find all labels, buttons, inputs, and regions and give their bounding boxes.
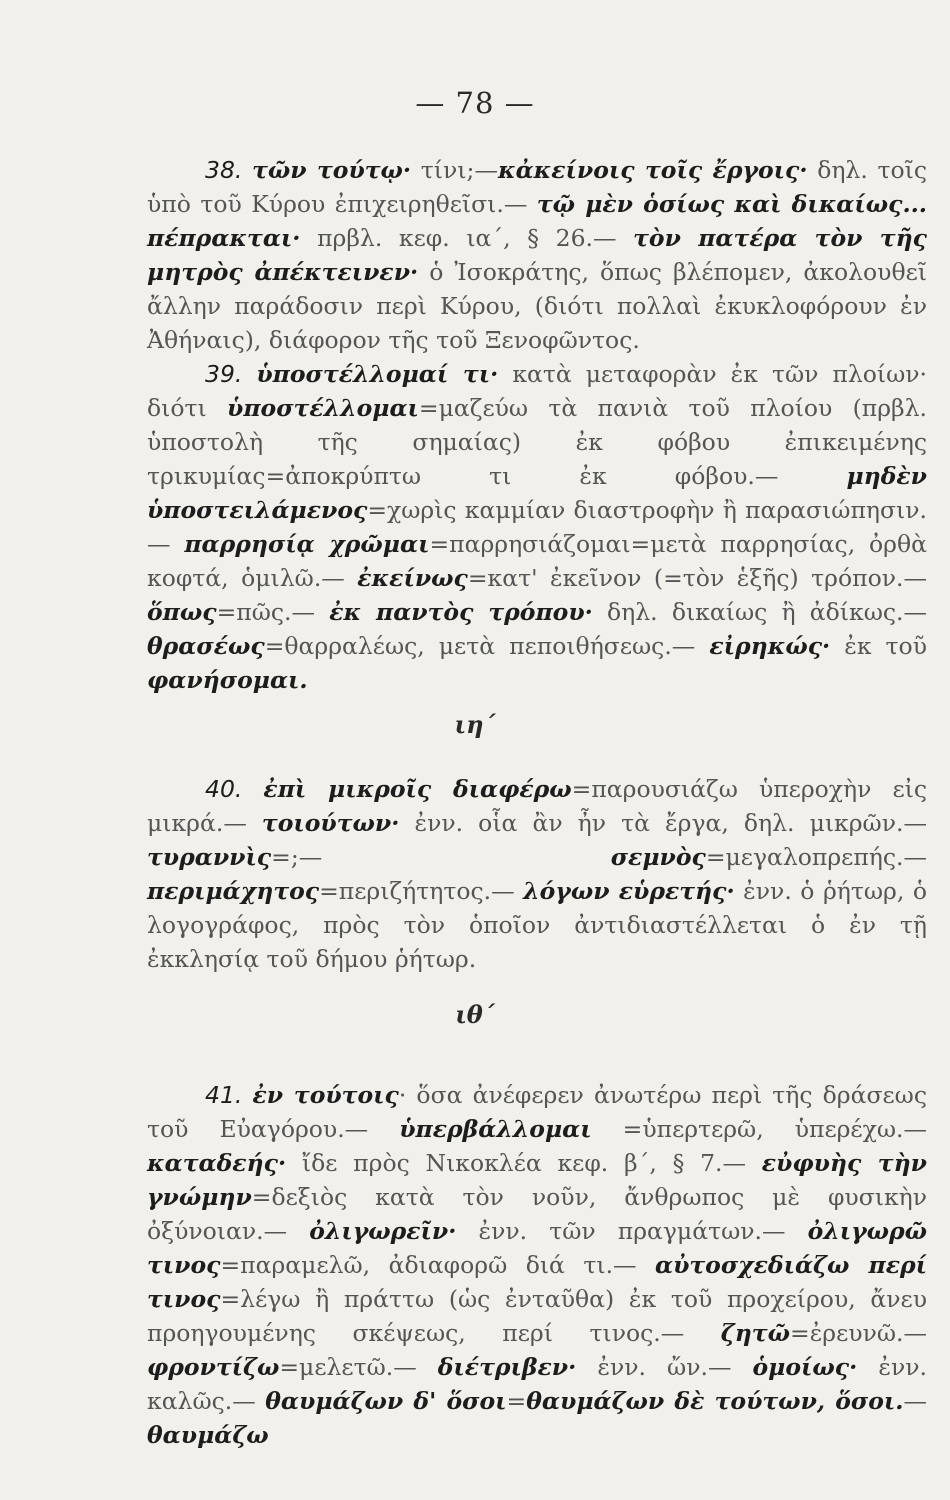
commentary-text: ἴδε πρὸς Νικοκλέα κεφ. β΄, § 7.— <box>286 1149 762 1177</box>
lemma-term: ὑποστέλλομαι <box>227 394 419 422</box>
commentary-text: =λέγω ἢ πράττω (ὡς ἐνταῦθα) ἐκ τοῦ προχείρου, ἄνευ προηγουμένης σκέψεως, περί τινος.— <box>147 1285 927 1347</box>
commentary-text: = <box>506 1387 527 1415</box>
commentary-text: ἐνν. ὁ ῥήτωρ, ὁ λογογράφος, πρὸς τὸν ὁποῖον ἀντιδιαστέλλεται ὁ ἐν τῇ ἐκκλησίᾳ τοῦ δήμου ῥήτωρ. <box>147 877 927 973</box>
paragraph-38 <box>147 153 927 357</box>
commentary-text: =ἐρευνῶ.— <box>790 1319 927 1347</box>
lemma-term: σεμνὸς <box>610 843 706 871</box>
paragraph-39 <box>147 357 927 697</box>
commentary-text: κατὰ μεταφορὰν ἐκ τῶν πλοίων· διότι <box>147 360 928 422</box>
commentary-text: · ὅσα ἀνέφερεν ἀνωτέρω περὶ τῆς δράσεως τοῦ Εὐαγόρου.— <box>147 1081 927 1143</box>
lemma-term: ἐκ παντὸς τρόπου· <box>329 598 593 626</box>
commentary-text: ἐνν. οἷα ἂν ἦν τὰ ἔργα, δηλ. μικρῶν.— <box>399 809 927 837</box>
commentary-text: ἐνν. ὤν.— <box>576 1353 753 1381</box>
commentary-text: =ὑπερτερῶ, ὑπερέχω.— <box>591 1115 927 1143</box>
lemma-term: τῶν τούτῳ· <box>252 156 412 184</box>
lemma-term: ἐπὶ μικροῖς διαφέρω <box>263 775 572 803</box>
commentary-text: δηλ. τοῖς ὑπὸ τοῦ Κύρου ἐπιχειρηθεῖσι.— <box>147 156 928 218</box>
commentary-text: — <box>903 1387 927 1415</box>
lemma-term: φροντίζω <box>147 1353 280 1381</box>
commentary-text: =θαρραλέως, μετὰ πεποιθήσεως.— <box>264 632 710 660</box>
lemma-term: εἰρηκώς· <box>709 632 831 660</box>
commentary-text: ὁ Ἰσοκράτης, ὅπως βλέπομεν, ἀκολουθεῖ ἄλλην παράδοσιν περὶ Κύρου, (διότι πολλαὶ ἐκυκλοφόρουν ἐν Ἀθήναις), διάφορον τῆς τοῦ Ξενοφῶντος. <box>147 258 928 354</box>
commentary-text: =παραμελῶ, ἀδιαφορῶ διά τι.— <box>220 1251 655 1279</box>
commentary-text: =παρουσιάζω ὑπεροχὴν εἰς μικρά.— <box>147 775 927 837</box>
commentary-block-40 <box>147 772 927 976</box>
commentary-text: τίνι;— <box>411 156 498 184</box>
lemma-term: ὑποστέλλομαί τι· <box>256 360 499 388</box>
lemma-term: ὁμοίως· <box>752 1353 858 1381</box>
lemma-term: εὐφυὴς τὴν γνώμην <box>147 1149 927 1211</box>
paragraph-number: 39. <box>205 360 257 388</box>
lemma-term: λόγων εὑρετής· <box>523 877 735 905</box>
lemma-term: τῷ μὲν ὁσίως καὶ δικαίως... πέπρακται· <box>147 190 927 252</box>
page-number: — 78 — <box>415 86 535 120</box>
lemma-term: καταδεής· <box>147 1149 287 1177</box>
commentary-text: πρβλ. κεφ. ια΄, § 26.— <box>300 224 634 252</box>
paragraph-40 <box>147 772 927 976</box>
paragraph-number: 40. <box>205 775 264 803</box>
lemma-term: ὑπερβάλλομαι <box>399 1115 592 1143</box>
commentary-text: ἐνν. τῶν πραγμάτων.— <box>456 1217 808 1245</box>
commentary-text: =χωρὶς καμμίαν διαστροφὴν ἢ παρασιώπησιν.— <box>147 496 927 558</box>
commentary-block-41 <box>147 1078 927 1452</box>
commentary-text: =μελετῶ.— <box>279 1353 438 1381</box>
commentary-block-38-39 <box>147 153 927 697</box>
commentary-text: =μεγαλοπρεπής.— <box>705 843 927 871</box>
lemma-term: κἀκείνοις τοῖς ἔργοις· <box>497 156 808 184</box>
lemma-term: ἐν τούτοις <box>252 1081 399 1109</box>
commentary-text: =κατ' ἐκεῖνον (=τὸν ἑξῆς) τρόπον.— <box>467 564 927 592</box>
commentary-text: ἐνν. καλῶς.— <box>147 1353 927 1415</box>
lemma-term: μηδὲν ὑποστειλάμενος <box>147 462 927 524</box>
lemma-term: τυραννὶς <box>147 843 272 871</box>
lemma-term: ζητῶ <box>720 1319 790 1347</box>
lemma-term: θρασέως <box>147 632 265 660</box>
lemma-term: θαυμάζων δ' ὅσοι <box>265 1387 507 1415</box>
commentary-text: δηλ. δικαίως ἢ ἀδίκως.— <box>592 598 927 626</box>
commentary-text: =παρρησιάζομαι=μετὰ παρρησίας, ὀρθὰ κοφτά, ὁμιλῶ.— <box>147 530 927 592</box>
paragraph-41 <box>147 1078 927 1452</box>
lemma-term: ὀλιγωρεῖν· <box>309 1217 457 1245</box>
paragraph-number: 41. <box>205 1081 253 1109</box>
lemma-term: παρρησίᾳ χρῶμαι <box>184 530 430 558</box>
lemma-term: θαυμάζω <box>147 1421 269 1449</box>
lemma-term: αὐτοσχεδιάζω περί τινος <box>147 1251 927 1313</box>
lemma-term: ἐκείνως <box>357 564 468 592</box>
commentary-text: =δεξιὸς κατὰ τὸν νοῦν, ἄνθρωπος μὲ φυσικὴν ὀξύνοιαν.— <box>147 1183 927 1245</box>
commentary-text: =μαζεύω τὰ πανιὰ τοῦ πλοίου (πρβλ. ὑποστολὴ τῆς σημαίας) ἐκ φόβου ἐπικειμένης τρικυμίας=ἀποκρύπτω τι ἐκ φόβου.— <box>147 394 928 490</box>
lemma-term: ὅπως <box>147 598 217 626</box>
lemma-term: περιμάχητος <box>147 877 320 905</box>
commentary-text: =πῶς.— <box>216 598 330 626</box>
commentary-text: ἐκ τοῦ <box>830 632 927 660</box>
lemma-term: διέτριβεν· <box>437 1353 577 1381</box>
chapter-divider-19: ιθ΄ <box>455 1000 495 1029</box>
chapter-divider-18: ιη΄ <box>454 710 496 739</box>
paragraph-number: 38. <box>205 156 253 184</box>
lemma-term: ὀλιγωρῶ τινος <box>147 1217 927 1279</box>
lemma-term: θαυμάζων δὲ τούτων, ὅσοι. <box>526 1387 904 1415</box>
lemma-term: τὸν πατέρα τὸν τῆς μητρὸς ἀπέκτεινεν· <box>147 224 927 286</box>
lemma-term: τοιούτων· <box>261 809 400 837</box>
commentary-text: =περιζήτητος.— <box>319 877 524 905</box>
commentary-text: =;— <box>271 843 611 871</box>
lemma-term: φανήσομαι. <box>147 666 308 694</box>
